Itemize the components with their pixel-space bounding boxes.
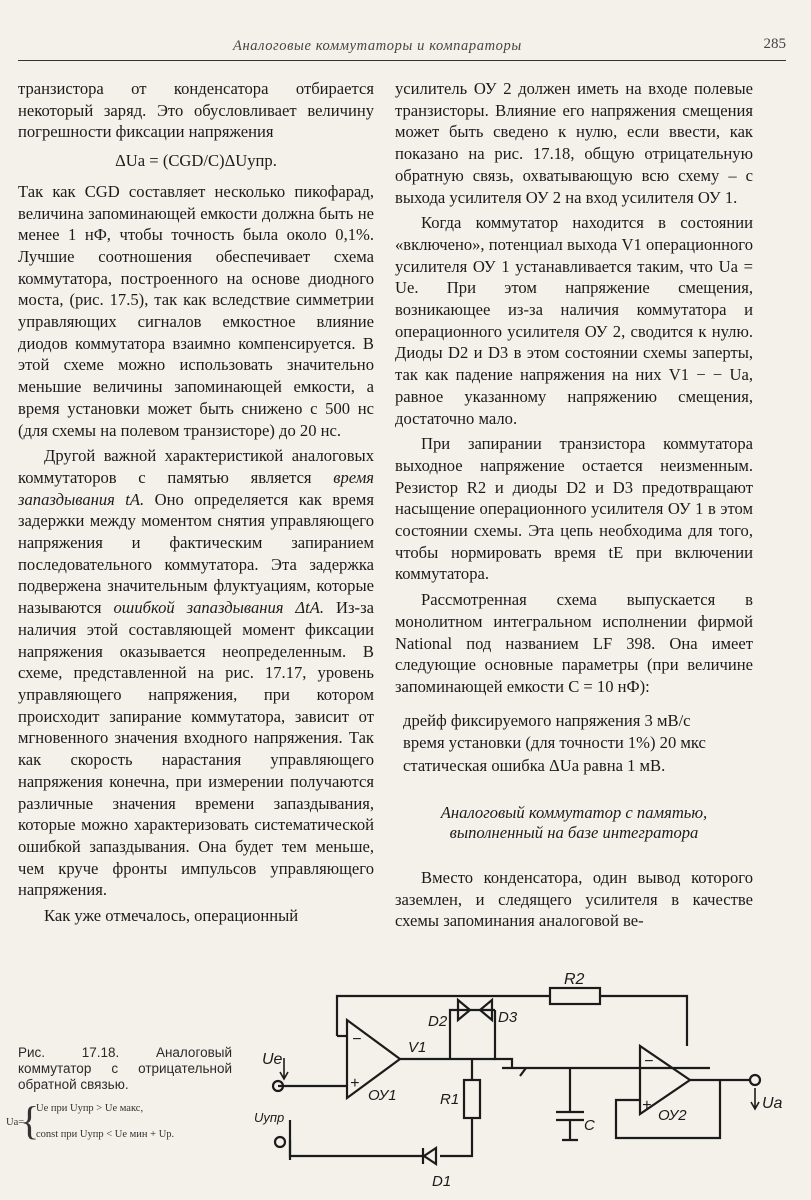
term: ошибкой запаздывания ΔtA. [113, 598, 325, 618]
label-minus: − [352, 1031, 362, 1048]
paragraph: Вместо конденсатора, один вывод которого заземлен, и следящего усилителя в качестве схемы запоминания аналоговой ве- [395, 867, 753, 931]
running-header-title: Аналоговые коммутаторы и компараторы [233, 38, 522, 54]
terminal-uupr [275, 1137, 285, 1147]
brace-icon: { [20, 1098, 40, 1143]
terminal-ua [750, 1075, 760, 1085]
paragraph: усилитель ОУ 2 должен иметь на входе полевые транзисторы. Влияние его напряжения смещения может быть сведено к нулю, если ввести, как показано на рис. 17.18, общую отрицательную обратную связь, охватывающую всю схему – с выхода усилителя ОУ 2 на вход усилителя ОУ 1. [395, 79, 753, 207]
paragraph-text: Из-за наличия этой составляющей момент фиксации напряжения оказывается неопределенным. В схеме, представленной на рис. 17.17, уровень управляющего напряжения, при котором происходит запирание коммутатора, зависит от мгновенного значения входного напряжения. Так как скорость нарастания управляющего напряжения конечна, при измерении получаются различные значения времени запаздывания, которые можно характеризовать систематической ошибкой запаздывания. Она будет тем меньше, чем круче фронты импульсов управляющего напряжения. [18, 598, 374, 900]
caption-equation [6, 1098, 246, 1149]
term: время запаздывания tA. [18, 467, 375, 509]
label-r1: R1 [440, 1091, 460, 1108]
right-column [395, 78, 753, 932]
resistor-r1 [464, 1080, 480, 1118]
label-c: C [584, 1117, 595, 1134]
label-ua: Ua [762, 1095, 783, 1112]
label-v1: V1 [408, 1039, 427, 1056]
label-plus: + [350, 1075, 360, 1092]
paragraph: Рассмотренная схема выпускается в монолитном интегральном исполнении фирмой National под названием LF 398. Она имеет следующие основные параметры (при величине запоминающей емкости C = 10 нФ): [395, 590, 753, 696]
left-column [18, 78, 374, 927]
formula: ΔUa = (CGD/C)ΔUупр. [115, 151, 277, 171]
label-d2: D2 [428, 1013, 448, 1030]
label-ue: Ue [262, 1051, 283, 1068]
label-ou2: ОУ2 [658, 1107, 687, 1124]
page-number: 285 [763, 36, 786, 52]
parameter-item: время установки (для точности 1%) 20 мкс [403, 733, 706, 753]
figure-caption: Рис. 17.18. Аналоговый коммутатор с отрицательной обратной связью. [18, 1045, 232, 1092]
paragraph: Так как CGD составляет несколько пикофарад, величина запоминающей емкости должна быть не менее 1 нФ, чтобы точность была около 0,1%. Лучшие соотношения обеспечивает схема коммутатора, построенного на основе диодного моста, (рис. 17.5), так как вследствие симметрии управляющих сигналов емкостное влияние диодов коммутатора взаимно компенсируется. В этой схеме можно использовать значительно меньшие величины запоминающей емкости, а время установки может быть снижено с 500 нс (для схемы на полевом транзисторе) до 20 нс. [18, 181, 374, 440]
label-r2: R2 [564, 971, 585, 988]
section-heading-line: Аналоговый коммутатор с памятью, [440, 802, 708, 822]
paragraph: При запирании транзистора коммутатора выходное напряжение остается неизменным. Резистор R2 и диоды D2 и D3 предотвращают насыщение операционного усилителя ОУ 1 в этом состоянии схемы. Эта цепь необходима для того, чтобы нормировать время tE при включении коммутатора. [395, 434, 753, 584]
paragraph [18, 445, 374, 901]
wire [290, 1120, 400, 1156]
label-uupr: Uупр [254, 1110, 285, 1125]
paragraph: транзистора от конденсатора отбирается некоторый заряд. Это обусловливает величину погрешности фиксации напряжения [18, 79, 374, 142]
arrow-icon [751, 1088, 759, 1109]
paragraph-text: Оно определяется как время задержки между моментом снятия управляющего напряжения и фактическим запиранием последовательного коммутатора. Эта задержка подвержена значительным флуктуациям, которые называются [18, 489, 374, 618]
fet-switch [495, 1010, 710, 1076]
parameter-item: статическая ошибка ΔUa равна 1 мВ. [403, 756, 666, 776]
label-plus: + [642, 1097, 652, 1114]
circuit-diagram [250, 960, 790, 1190]
diode-d1 [423, 1148, 436, 1164]
section-heading-line: выполненный на базе интегратора [449, 822, 699, 842]
section-heading [395, 803, 753, 843]
equation-lhs: Ua= [6, 1117, 25, 1128]
parameter-list [403, 710, 753, 777]
paragraph: Как уже отмечалось, операционный [44, 906, 299, 926]
running-header [18, 34, 786, 61]
paragraph-text: Другой важной характеристикой аналоговых коммутаторов с памятью является [18, 446, 374, 487]
paragraph: Когда коммутатор находится в состоянии «включено», потенциал выхода V1 операционного усилителя ОУ 1 устанавливается таким, что Ua = Ue. При этом напряжение смещения, возникающее из-за наличия коммутатора и операционного усилителя ОУ 2, сводится к нулю. Диоды D2 и D3 в этом состоянии схемы заперты, так как падение напряжения на них V1 − − Ua, равное указанному напряжению смещения, достаточно мало. [395, 213, 753, 428]
capacitor-c [556, 1068, 584, 1140]
equation-case-1: Ue при Uупр > Ue макс, [36, 1103, 144, 1114]
parameter-item: дрейф фиксируемого напряжения 3 мВ/с [403, 710, 691, 730]
equation-case-2: const при Uупр < Ue мин + Up. [36, 1129, 175, 1140]
label-d3: D3 [498, 1009, 518, 1026]
label-ou1: ОУ1 [368, 1087, 397, 1104]
resistor-r2 [550, 988, 600, 1004]
wire [440, 1118, 472, 1156]
label-minus: − [644, 1053, 654, 1070]
feedback-wire [600, 996, 687, 1036]
label-d1: D1 [432, 1173, 452, 1190]
